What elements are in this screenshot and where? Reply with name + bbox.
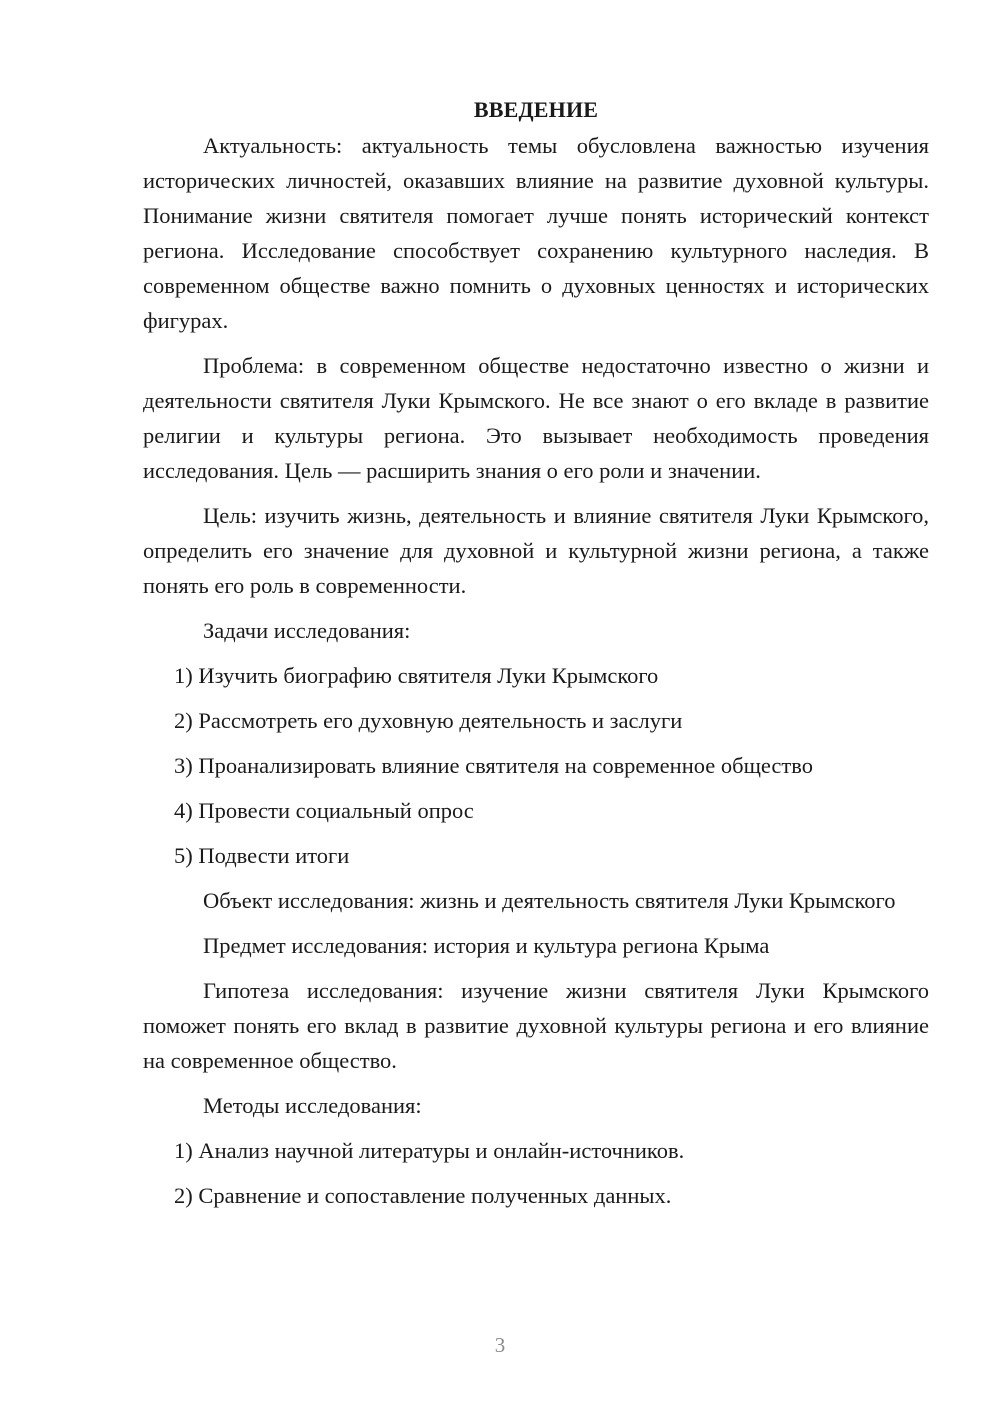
list-item: 1) Анализ научной литературы и онлайн-источников. — [174, 1138, 685, 1163]
goal-paragraph: Цель: изучить жизнь, деятельность и влияние святителя Луки Крымского, определить его значение для духовной и культурной жизни региона, а также понять его роль в современности. — [143, 503, 929, 598]
tasks-list — [143, 658, 929, 873]
hypothesis-paragraph: Гипотеза исследования: изучение жизни святителя Луки Крымского поможет понять его вклад в развитие духовной культуры региона и его влияние на современное общество. — [143, 978, 929, 1073]
page-title: ВВЕДЕНИЕ — [473, 97, 599, 122]
tasks-heading: Задачи исследования: — [203, 618, 411, 643]
object-paragraph: Объект исследования: жизнь и деятельность святителя Луки Крымского — [203, 888, 896, 913]
document-page — [143, 92, 929, 1223]
methods-heading: Методы исследования: — [203, 1093, 422, 1118]
list-item: 1) Изучить биографию святителя Луки Крымского — [174, 663, 659, 688]
list-item: 2) Сравнение и сопоставление полученных данных. — [174, 1183, 672, 1208]
list-item: 5) Подвести итоги — [174, 843, 350, 868]
problem-paragraph: Проблема: в современном обществе недостаточно известно о жизни и деятельности святителя Луки Крымского. Не все знают о его вкладе в развитие религии и культуры региона. Это вызывает необходимость проведения исследования. Цель — расширить знания о его роли и значении. — [143, 353, 929, 483]
list-item: 2) Рассмотреть его духовную деятельность и заслуги — [174, 708, 683, 733]
list-item: 3) Проанализировать влияние святителя на современное общество — [174, 753, 813, 778]
list-item: 4) Провести социальный опрос — [174, 798, 474, 823]
page-number: 3 — [494, 1333, 506, 1357]
subject-paragraph: Предмет исследования: история и культура региона Крыма — [203, 933, 770, 958]
methods-list — [143, 1133, 929, 1213]
relevance-paragraph: Актуальность: актуальность темы обусловлена важностью изучения исторических личностей, оказавших влияние на развитие духовной культуры. Понимание жизни святителя помогает лучше понять исторический контекст региона. Исследование способствует сохранению культурного наследия. В современном обществе важно помнить о духовных ценностях и исторических фигурах. — [143, 133, 929, 333]
